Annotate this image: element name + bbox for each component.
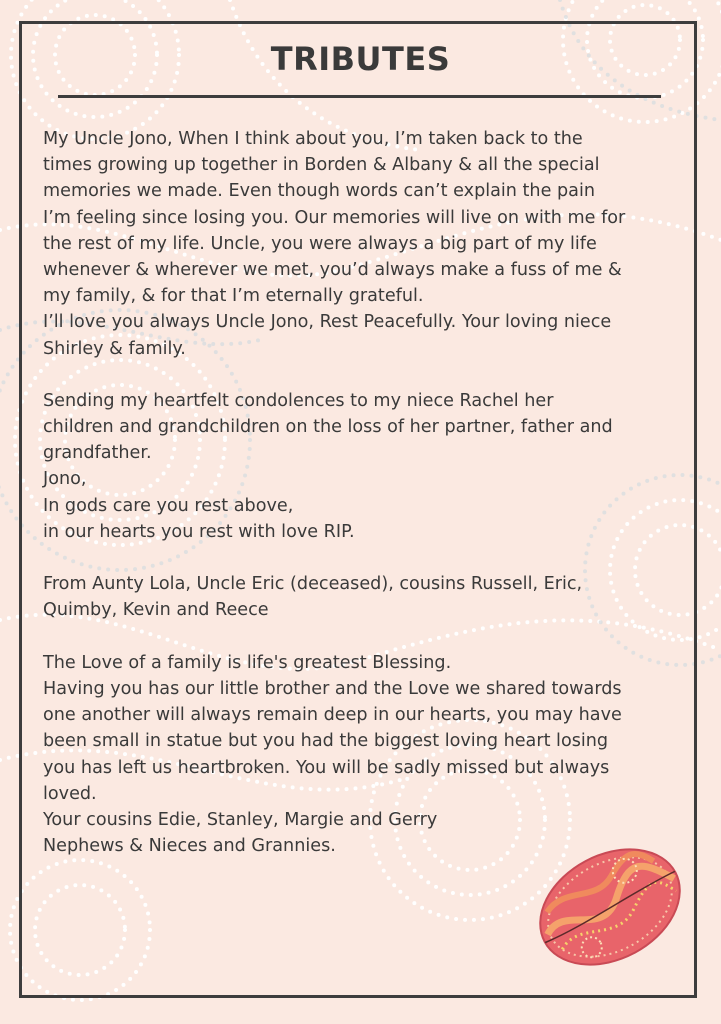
text-line: Sending my heartfelt condolences to my niece Rachel her [43,390,554,411]
text-line: My Uncle Jono, When I think about you, I’m taken back to the [43,129,583,149]
text-line: Your cousins Edie, Stanley, Margie and Gerry [43,809,438,830]
text-line: memories we made. Even though words can’t explain the pain [43,181,595,202]
tributes-body [43,126,683,859]
tribute-shirley [43,126,683,362]
title-divider [58,95,661,98]
text-line: in our hearts you rest with love RIP. [43,521,355,542]
text-line: one another will always remain deep in our hearts, you may have [43,705,622,726]
text-line: times growing up together in Borden & Albany & all the special [43,155,600,176]
page-title: TRIBUTES [270,40,451,78]
text-line: been small in statue but you had the biggest loving heart losing [43,731,609,752]
text-line: From Aunty Lola, Uncle Eric (deceased), cousins Russell, Eric, [43,574,583,595]
coolamon-icon [530,842,690,972]
text-line: Jono, [43,469,87,490]
text-line: children and grandchildren on the loss of her partner, father and [43,417,613,438]
paragraph-gap [43,624,683,650]
text-line: I’m feeling since losing you. Our memories will live on with me for [43,207,626,228]
text-line: loved. [43,783,97,804]
text-line: Having you has our little brother and the Love we shared towards [43,678,622,699]
text-line: Shirley & family. [43,338,186,359]
text-line: Nephews & Nieces and Grannies. [43,836,336,857]
tribute-cousins [43,650,683,860]
paragraph-gap [43,362,683,388]
text-line: my family, & for that I’m eternally grateful. [43,286,424,307]
text-line: The Love of a family is life's greatest Blessing. [43,652,452,673]
tribute-signoff-lola [43,571,683,623]
text-line: grandfather. [43,443,152,464]
tribute-condolences [43,388,683,545]
text-line: I’ll love you always Uncle Jono, Rest Peacefully. Your loving niece [43,312,612,333]
text-line: In gods care you rest above, [43,495,294,516]
text-line: whenever & wherever we met, you’d always make a fuss of me & [43,259,622,280]
text-line: Quimby, Kevin and Reece [43,600,269,621]
text-line: the rest of my life. Uncle, you were always a big part of my life [43,233,597,254]
text-line: you has left us heartbroken. You will be sadly missed but always [43,757,610,778]
paragraph-gap [43,545,683,571]
